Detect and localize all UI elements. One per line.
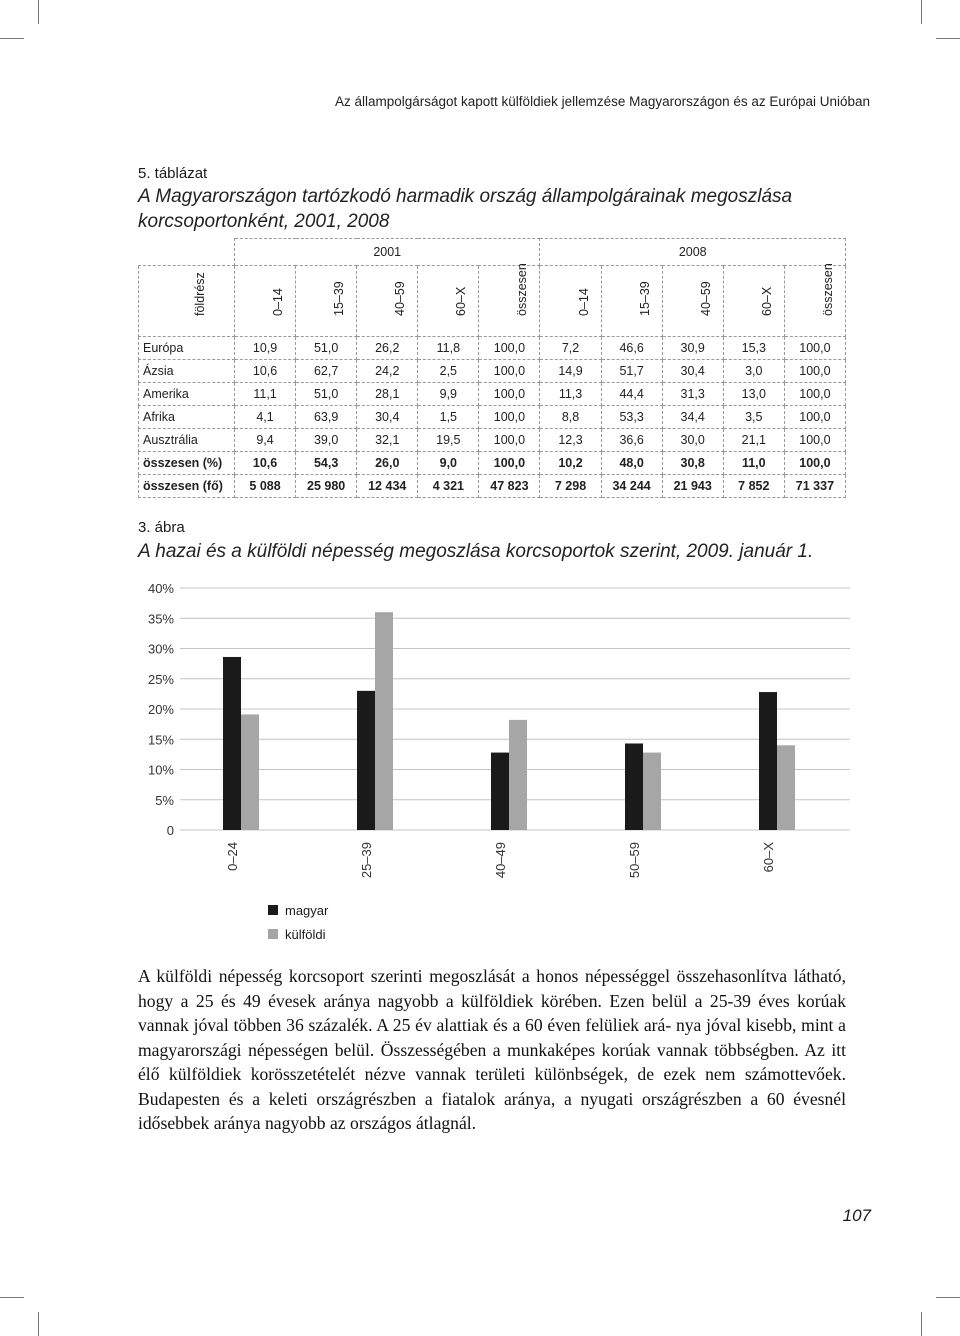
- x-tick-label: 0–24: [225, 842, 240, 871]
- bar-külföldi: [375, 612, 393, 830]
- bar-magyar: [625, 743, 643, 830]
- y-tick-label: 20%: [147, 702, 174, 717]
- table-cell: 54,3: [296, 452, 357, 475]
- x-tick-label: 25–39: [359, 842, 374, 879]
- table-cell: 71 337: [784, 475, 845, 498]
- table-cell: 30,4: [662, 360, 723, 383]
- crop-mark: [921, 1312, 922, 1336]
- row-label: összesen (fő): [139, 475, 235, 498]
- y-tick-label: 25%: [147, 671, 174, 687]
- x-tick-label: 40–49: [493, 842, 508, 879]
- table-cell: 34 244: [601, 475, 662, 498]
- bar-külföldi: [777, 745, 795, 830]
- table-label: 5. táblázat: [138, 165, 208, 182]
- table-cell: 26,2: [357, 337, 418, 360]
- table-cell: 32,1: [357, 429, 418, 452]
- table-cell: 100,0: [479, 360, 540, 383]
- table-cell: 10,2: [540, 452, 601, 475]
- table-cell: 100,0: [784, 406, 845, 429]
- table-cell: 100,0: [479, 337, 540, 360]
- y-tick-label: 0: [166, 823, 174, 838]
- table-cell: 10,9: [235, 337, 296, 360]
- table-title: A Magyarországon tartózkodó harmadik ország állampolgárainak megoszlása korcsoportonként, 2001, 2008: [138, 186, 793, 232]
- bar-magyar: [759, 692, 777, 830]
- row-label: Amerika: [139, 383, 235, 406]
- table-cell: 30,8: [662, 452, 723, 475]
- table-cell: 12,3: [540, 429, 601, 452]
- column-header-label: 60–X: [454, 286, 469, 316]
- column-header-label: 15–39: [637, 281, 652, 316]
- table-cell: 100,0: [784, 360, 845, 383]
- table-cell: 21,1: [723, 429, 784, 452]
- bar-külföldi: [241, 714, 259, 830]
- table-cell: 9,0: [418, 452, 479, 475]
- table-cell: 21 943: [662, 475, 723, 498]
- table-cell: 53,3: [601, 406, 662, 429]
- table-cell: 34,4: [662, 406, 723, 429]
- x-tick-label: 50–59: [627, 842, 642, 879]
- table-cell: 46,6: [601, 337, 662, 360]
- table-cell: 3,5: [723, 406, 784, 429]
- table-cell: 5 088: [235, 475, 296, 498]
- table-cell: 100,0: [479, 452, 540, 475]
- table-cell: 36,6: [601, 429, 662, 452]
- table-cell: 100,0: [479, 429, 540, 452]
- y-tick-label: 30%: [147, 641, 174, 657]
- table-cell: 100,0: [784, 383, 845, 406]
- table-cell: 7 852: [723, 475, 784, 498]
- table-cell: 15,3: [723, 337, 784, 360]
- legend-item: [268, 898, 328, 922]
- bar-magyar: [491, 753, 509, 830]
- table-cell: 30,0: [662, 429, 723, 452]
- figure-label: 3. ábra: [138, 519, 185, 536]
- table-cell: 63,9: [296, 406, 357, 429]
- table-cell: 13,0: [723, 383, 784, 406]
- row-label: Európa: [139, 337, 235, 360]
- row-label: Ausztrália: [139, 429, 235, 452]
- table-cell: 100,0: [784, 452, 845, 475]
- y-tick-label: 5%: [155, 792, 174, 808]
- table-cell: 100,0: [479, 406, 540, 429]
- table-cell: 12 434: [357, 475, 418, 498]
- table-cell: 19,5: [418, 429, 479, 452]
- table-cell: 3,0: [723, 360, 784, 383]
- table-cell: 47 823: [479, 475, 540, 498]
- year-header-2008: 2008: [540, 239, 846, 266]
- column-header-label: 0–14: [271, 288, 286, 316]
- table-cell: 100,0: [784, 429, 845, 452]
- crop-mark: [936, 1297, 960, 1298]
- table-cell: 1,5: [418, 406, 479, 429]
- column-header-label: 0–14: [576, 288, 591, 316]
- x-tick-label: 60–X: [761, 842, 776, 873]
- running-header: Az állampolgárságot kapott külföldiek jellemzése Magyarországon és az Európai Unióban: [334, 94, 870, 109]
- column-header-label: összesen: [515, 263, 530, 316]
- table-cell: 4,1: [235, 406, 296, 429]
- legend-swatch: [268, 929, 278, 939]
- column-header-label: 40–59: [393, 281, 408, 316]
- table-cell: 39,0: [296, 429, 357, 452]
- column-header-label: földrész: [192, 272, 207, 316]
- page-number: 107: [842, 1206, 871, 1225]
- table-cell: 7 298: [540, 475, 601, 498]
- year-header-2001: 2001: [235, 239, 540, 266]
- table-cell: 100,0: [784, 337, 845, 360]
- chart-legend: [268, 898, 328, 946]
- legend-label: magyar: [285, 902, 329, 918]
- table-cell: 26,0: [357, 452, 418, 475]
- table-cell: 44,4: [601, 383, 662, 406]
- table-cell: 11,8: [418, 337, 479, 360]
- table-cell: 14,9: [540, 360, 601, 383]
- table-cell: 11,1: [235, 383, 296, 406]
- table-cell: 10,6: [235, 452, 296, 475]
- legend-swatch: [268, 905, 278, 915]
- table-cell: 9,4: [235, 429, 296, 452]
- table-cell: 28,1: [357, 383, 418, 406]
- table-cell: 30,4: [357, 406, 418, 429]
- table-cell: 24,2: [357, 360, 418, 383]
- crop-mark: [38, 1312, 39, 1336]
- table-cell: 30,9: [662, 337, 723, 360]
- bar-magyar: [357, 691, 375, 830]
- bar-külföldi: [509, 720, 527, 830]
- column-header-label: 60–X: [759, 286, 774, 316]
- table-cell: 2,5: [418, 360, 479, 383]
- table-cell: 100,0: [479, 383, 540, 406]
- row-label: Ázsia: [139, 360, 235, 383]
- table-cell: 51,7: [601, 360, 662, 383]
- y-tick-label: 40%: [147, 581, 174, 596]
- body-paragraph: A külföldi népesség korcsoport szerinti megoszlását a honos népességgel összehasonlítva látható, hogy a 25 és 49 évesek aránya nagyobb a külföldiek körében. Ezen belül a 25-39 éves korúak vannak jóval többen 36 százalék. A 25 év alattiak és a 60 éven felüliek ará- nya jóval kisebb, mint a magyarországi népességen belül. Összességében a munkaképes korúak vannak többségben. Az itt élő külföldiek korösszetételét nézve vannak területi különbségek, de ezek nem számottevőek. Budapesten és a keleti országrészben a fiatalok aránya, a nyugati országrészben a 60 évesnél idősebbek aránya nagyobb az országos átlagnál.: [138, 966, 846, 1133]
- table-cell: 10,6: [235, 360, 296, 383]
- table-cell: 31,3: [662, 383, 723, 406]
- row-label: Afrika: [139, 406, 235, 429]
- table-cell: 9,9: [418, 383, 479, 406]
- crop-mark: [0, 1297, 24, 1298]
- table-cell: 11,3: [540, 383, 601, 406]
- table-cell: 11,0: [723, 452, 784, 475]
- table-cell: 4 321: [418, 475, 479, 498]
- column-header-label: összesen: [820, 263, 835, 316]
- legend-label: külföldi: [285, 926, 326, 942]
- table-cell: 51,0: [296, 383, 357, 406]
- figure-title: A hazai és a külföldi népesség megoszlása korcsoportok szerint, 2009. január 1.: [138, 541, 814, 562]
- table-cell: 8,8: [540, 406, 601, 429]
- y-tick-label: 35%: [147, 611, 174, 627]
- y-tick-label: 10%: [147, 762, 174, 778]
- table-cell: 7,2: [540, 337, 601, 360]
- y-tick-label: 15%: [147, 732, 174, 748]
- table-cell: 48,0: [601, 452, 662, 475]
- table-cell: 62,7: [296, 360, 357, 383]
- row-label: összesen (%): [139, 452, 235, 475]
- table-cell: 25 980: [296, 475, 357, 498]
- bar-külföldi: [643, 753, 661, 830]
- legend-item: [268, 922, 328, 946]
- table-cell: 51,0: [296, 337, 357, 360]
- bar-magyar: [223, 657, 241, 830]
- column-header-label: 15–39: [332, 281, 347, 316]
- column-header-label: 40–59: [698, 281, 713, 316]
